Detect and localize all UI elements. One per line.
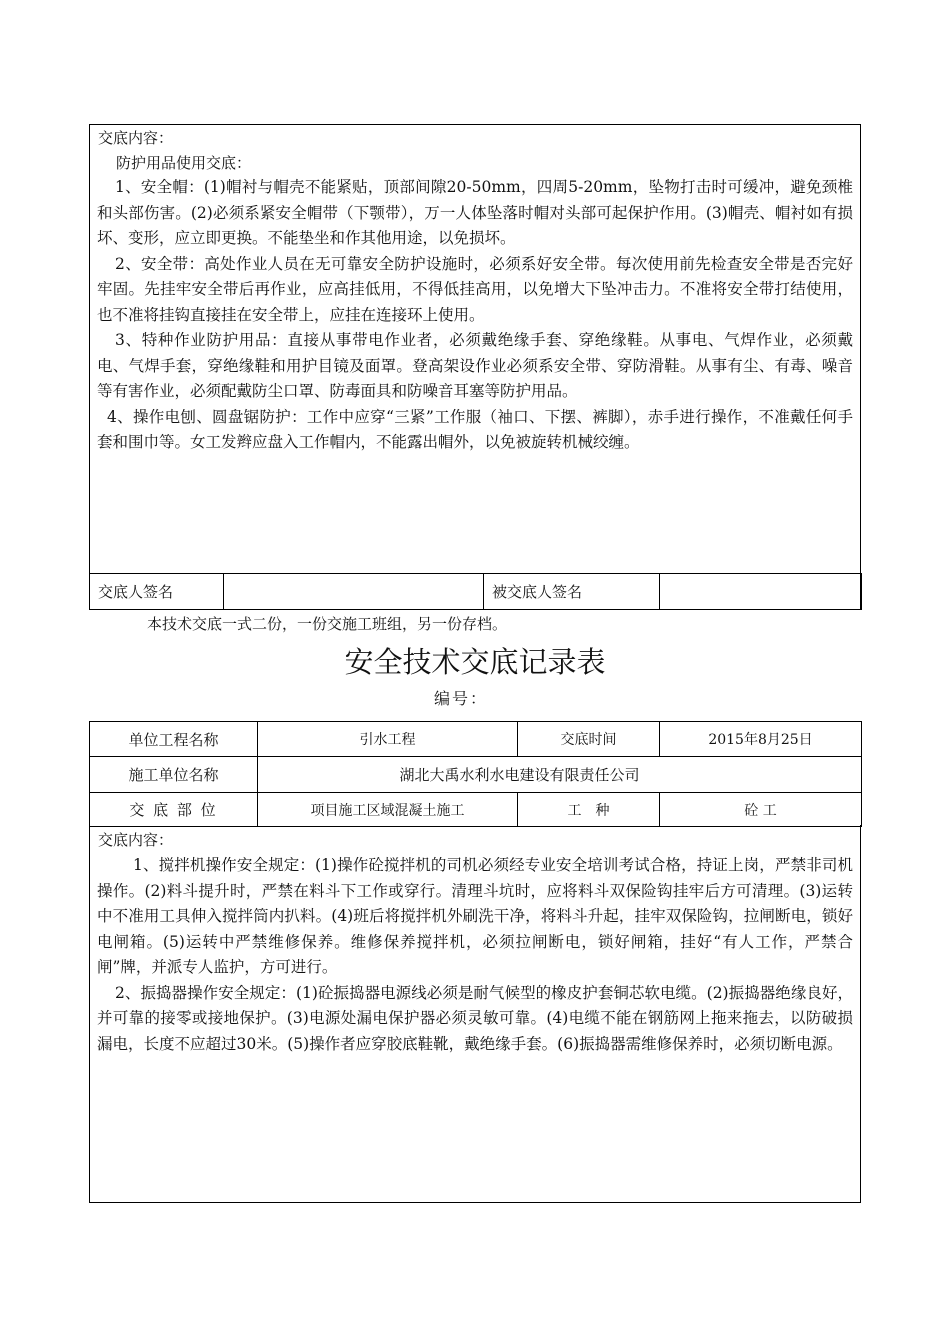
trade-value: 砼 工 xyxy=(660,793,862,827)
bottom-item-1: 1、搅拌机操作安全规定：(1)操作砼搅拌机的司机必须经专业安全培训考试合格，持证上岗，严禁非司机操作。(2)料斗提升时，严禁在料斗下工作或穿行。清理斗坑时，应将料斗双保险钩挂牢后方可清理。(3)运转中不准用工具伸入搅拌筒内扒料。(4)班后将搅拌机外刷洗干净，将料斗升起，挂牢双保险钩，拉闸断电，锁好电闸箱。(5)运转中严禁维修保养。维修保养搅拌机，必须拉闸断电，锁好闸箱，挂好“有人工作，严禁合闸”牌，并派专人监护，方可进行。 xyxy=(97,856,853,976)
signer-label: 交底人签名 xyxy=(90,574,224,610)
top-item-3: 3、特种作业防护用品：直接从事带电作业者，必须戴绝缘手套、穿绝缘鞋。从事电、气焊作业，必须戴电、气焊手套，穿绝缘鞋和用护目镜及面罩。登高架设作业必须系安全带、穿防滑鞋。从事有尘、有毒、噪音等有害作业，必须配戴防尘口罩、防毒面具和防噪音耳塞等防护用品。 xyxy=(97,331,853,400)
bottom-item-2: 2、振捣器操作安全规定：(1)砼振捣器电源线必须是耐气候型的橡皮护套铜芯软电缆。(2)振捣器绝缘良好，并可靠的接零或接地保护。(3)电源处漏电保护器必须灵敏可靠。(4)电缆不能在钢筋网上拖来拖去，以防破损漏电，长度不应超过30米。(5)操作者应穿胶底鞋靴，戴绝缘手套。(6)振捣器需维修保养时，必须切断电源。 xyxy=(97,983,853,1053)
time-label: 交底时间 xyxy=(518,722,660,757)
bottom-content-label: 交底内容： xyxy=(98,831,174,849)
info-table xyxy=(89,721,862,827)
top-item-1: 1、安全帽：(1)帽衬与帽壳不能紧贴，顶部间隙20-50mm，四周5-20mm，坠物打击时可缓冲，避免颈椎和头部伤害。(2)必须系紧安全帽带（下颚带），万一人体坠落时帽对头部可起保护作用。(3)帽壳、帽衬如有损坏、变形，应立即更换。不能垫坐和作其他用途，以免损坏。 xyxy=(97,178,853,247)
time-value: 2015年8月25日 xyxy=(660,722,862,757)
copies-note: 本技术交底一式二份，一份交施工班组，另一份存档。 xyxy=(147,615,508,633)
project-label: 单位工程名称 xyxy=(90,722,258,757)
trade-label: 工 种 xyxy=(518,793,660,827)
signature-row xyxy=(89,573,862,610)
top-item-4: 4、操作电刨、圆盘锯防护：工作中应穿“三紧”工作服（袖口、下摆、裤脚），赤手进行操作，不准戴任何手套和围巾等。女工发辫应盘入工作帽内，不能露出帽外，以免被旋转机械绞缠。 xyxy=(97,407,853,451)
top-item-2: 2、安全带：高处作业人员在无可靠安全防护设施时，必须系好安全带。每次使用前先检查安全带是否完好牢固。先挂牢安全带后再作业，应高挂低用，不得低挂高用，以免增大下坠冲击力。不准将安全带打结使用，也不准将挂钩直接挂在安全带上，应挂在连接环上使用。 xyxy=(97,254,853,324)
top-content-body xyxy=(97,175,853,456)
company-label: 施工单位名称 xyxy=(90,757,258,793)
location-label: 交 底 部 位 xyxy=(90,793,258,827)
top-intro: 防护用品使用交底： xyxy=(116,154,252,172)
company-value: 湖北大禹水利水电建设有限责任公司 xyxy=(258,757,862,793)
top-content-label: 交底内容： xyxy=(98,129,174,147)
receiver-value[interactable] xyxy=(660,574,862,610)
bottom-content-body xyxy=(97,853,853,1057)
location-value: 项目施工区域混凝土施工 xyxy=(258,793,518,827)
signer-value[interactable] xyxy=(224,574,484,610)
page-title: 安全技术交底记录表 xyxy=(344,645,606,679)
project-value: 引水工程 xyxy=(258,722,518,757)
receiver-label: 被交底人签名 xyxy=(484,574,660,610)
number-label: 编号： xyxy=(433,689,488,708)
